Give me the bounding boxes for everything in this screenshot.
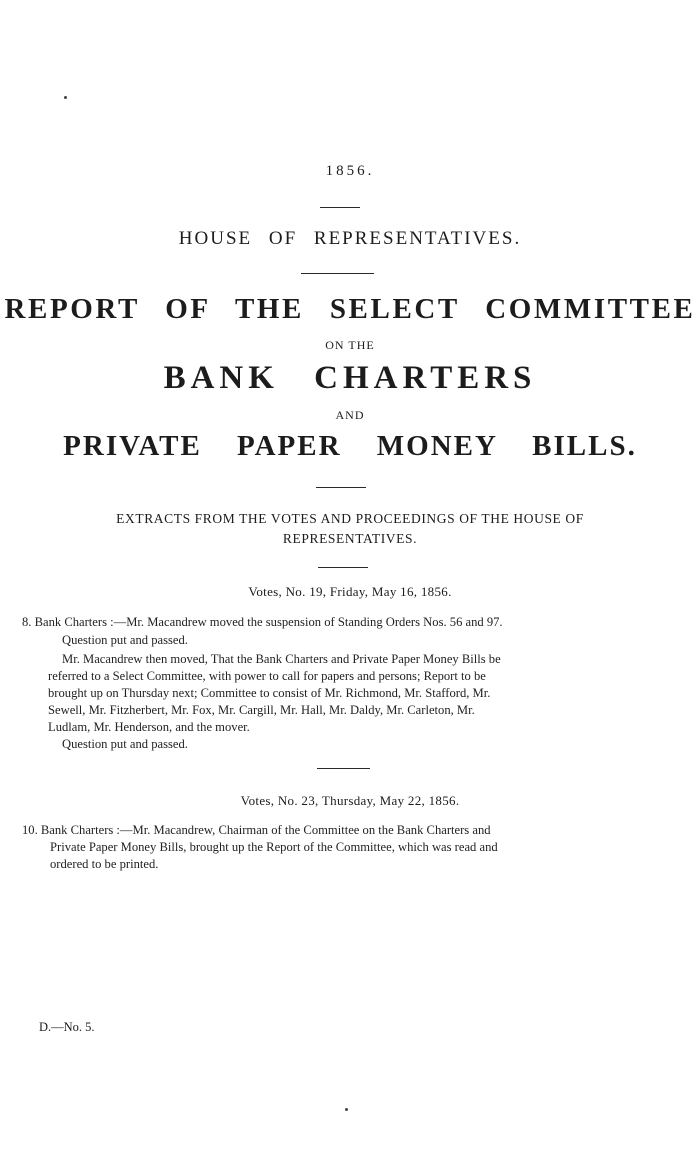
entry-line: ordered to be printed. [50, 857, 159, 871]
divider-rule [318, 567, 368, 568]
private-paper-money-title: PRIVATE PAPER MONEY BILLS. [63, 430, 637, 462]
entry-line: Ludlam, Mr. Henderson, and the mover. [48, 720, 250, 734]
entry-line: referred to a Select Committee, with power to call for papers and persons; Report to be [48, 669, 486, 683]
entry-line: Question put and passed. [62, 737, 188, 751]
report-title: REPORT OF THE SELECT COMMITTEE [4, 293, 696, 325]
entry-line: Private Paper Money Bills, brought up the Report of the Committee, which was read and [50, 840, 498, 854]
on-the-connector: ON THE [325, 338, 375, 352]
entry-line: 10. Bank Charters :—Mr. Macandrew, Chairman of the Committee on the Bank Charters and [22, 823, 491, 837]
scan-speck [64, 96, 67, 99]
year-heading: 1856. [325, 163, 375, 179]
votes-heading: Votes, No. 23, Thursday, May 22, 1856. [240, 793, 460, 808]
extracts-heading-line2: REPRESENTATIVES. [282, 531, 418, 546]
entry-line: Question put and passed. [62, 633, 188, 647]
entry-line: Sewell, Mr. Fitzherbert, Mr. Fox, Mr. Cargill, Mr. Hall, Mr. Daldy, Mr. Carleton, Mr. [48, 703, 475, 717]
votes-heading: Votes, No. 19, Friday, May 16, 1856. [248, 584, 452, 599]
divider-rule [320, 207, 360, 208]
divider-rule [301, 273, 374, 274]
divider-rule [317, 768, 370, 769]
entry-line: brought up on Thursday next; Committee to consist of Mr. Richmond, Mr. Stafford, Mr. [48, 686, 491, 700]
bank-charters-title: BANK CHARTERS [163, 360, 537, 396]
extracts-heading-line1: EXTRACTS FROM THE VOTES AND PROCEEDINGS OF THE HOUSE OF [116, 511, 584, 526]
entry-line: 8. Bank Charters :—Mr. Macandrew moved the suspension of Standing Orders Nos. 56 and 97. [22, 615, 503, 629]
document-reference: D.—No. 5. [39, 1020, 95, 1034]
house-heading: HOUSE OF REPRESENTATIVES. [178, 228, 522, 249]
scan-speck [345, 1108, 348, 1111]
and-connector: AND [335, 408, 365, 422]
entry-line: Mr. Macandrew then moved, That the Bank Charters and Private Paper Money Bills be [62, 652, 501, 666]
divider-rule [316, 487, 366, 488]
